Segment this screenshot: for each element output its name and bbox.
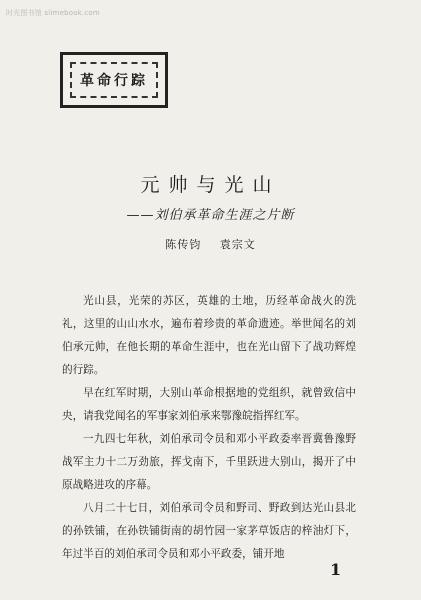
paragraph: 光山县，光荣的苏区，英雄的土地，历经革命战火的洗礼，这里的山山水水，遍布着珍贵的革命遗迹。举世闻名的刘伯承元帅，在他长期的革命生涯中，也在光山留下了战功辉煌的行踪。 <box>62 295 356 376</box>
article-body <box>62 290 356 566</box>
article-title: 元帅与光山 <box>140 174 281 196</box>
watermark: 时光图书馆 slimebook.com <box>6 9 100 17</box>
paragraph: 八月二十七日，刘伯承司令员和野司、野政到达光山县北的孙铁铺，在孙铁铺街南的胡竹园一家茅草饭店的梓油灯下，年过半百的刘伯承司令员和邓小平政委，铺开地 <box>62 502 356 560</box>
paragraph: 早在红军时期，大别山革命根据地的党组织，就曾致信中央，请我党闻名的军事家刘伯承来鄂豫皖指挥红军。 <box>62 387 356 422</box>
page-number: 1 <box>330 560 342 579</box>
article-authors <box>0 236 421 252</box>
section-label-frame <box>60 52 168 108</box>
section-label: 革命行踪 <box>80 73 148 89</box>
author-name: 袁宗文 <box>219 238 256 251</box>
section-label-inner-border <box>70 62 158 98</box>
author-name: 陈传钧 <box>165 238 202 251</box>
paragraph: 一九四七年秋，刘伯承司令员和邓小平政委率晋冀鲁豫野战军主力十二万劲旅，挥戈南下，千里跃进大别山，揭开了中原战略进攻的序幕。 <box>62 433 356 491</box>
article-subtitle: ——刘伯承革命生涯之片断 <box>126 208 295 223</box>
